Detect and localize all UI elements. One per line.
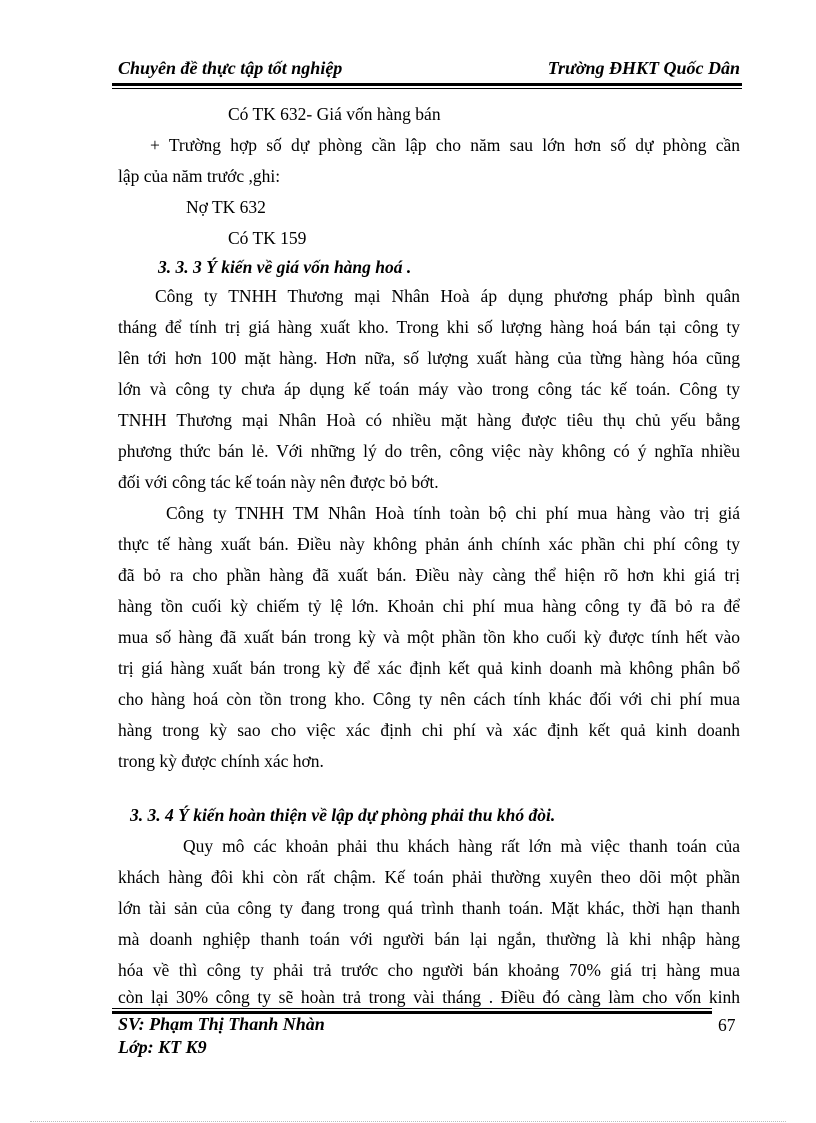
paragraph-line: lớn tài sản của công ty đang trong quá trình thanh toán. Mặt khác, thời hạn thanh (118, 898, 740, 918)
header-thesis-title: Chuyên đề thực tập tốt nghiệp (118, 58, 343, 78)
paragraph-line: lên tới hơn 100 mặt hàng. Hơn nữa, số lượng xuất hàng của từng hàng hóa cũng (118, 348, 740, 368)
paragraph-line: trị giá hàng xuất bán trong kỳ để xác định kết quả kinh doanh mà không phân bổ (118, 658, 740, 678)
paragraph-line: hàng tồn cuối kỳ chiếm tỷ lệ lớn. Khoản chi phí mua hàng công ty đã bỏ ra để (118, 596, 740, 616)
paragraph-line: thực tế hàng xuất bán. Điều này không phản ánh chính xác phần chi phí công ty (118, 534, 740, 554)
section-heading: 3. 3. 3 Ý kiến về giá vốn hàng hoá . (158, 257, 412, 277)
paragraph-line: Công ty TNHH Thương mại Nhân Hoà áp dụng phương pháp bình quân (155, 286, 740, 306)
body-line: Có TK 159 (228, 228, 307, 248)
page-header (118, 57, 740, 85)
footer-student-name: SV: Phạm Thị Thanh Nhàn (118, 1014, 325, 1034)
paragraph-line: hóa về thì công ty phải trả trước cho người bán khoảng 70% giá trị hàng mua (118, 960, 740, 980)
body-line: Nợ TK 632 (186, 197, 266, 217)
paragraph-line: TNHH Thương mại Nhân Hoà có nhiều mặt hàng được tiêu thụ chủ yếu bằng (118, 410, 740, 430)
footer-class: Lớp: KT K9 (118, 1037, 207, 1057)
body-line: + Trường hợp số dự phòng cần lập cho năm sau lớn hơn số dự phòng cần (150, 135, 740, 155)
paragraph-line: Quy mô các khoản phải thu khách hàng rất lớn mà việc thanh toán của (183, 836, 740, 856)
paragraph-line: trong kỳ được chính xác hơn. (118, 751, 324, 771)
body-line: lập của năm trước ,ghi: (118, 166, 281, 186)
paragraph-line: Công ty TNHH TM Nhân Hoà tính toàn bộ chi phí mua hàng vào trị giá (166, 503, 740, 523)
header-university: Trường ĐHKT Quốc Dân (547, 58, 740, 78)
footer-rule-thin (112, 1008, 712, 1009)
paragraph-line: mà doanh nghiệp thanh toán với người bán lại ngắn, thường là khi nhập hàng (118, 929, 740, 949)
paragraph-line: hàng trong kỳ sao cho việc xác định chi phí và xác định kết quả kinh doanh (118, 720, 740, 740)
body-line: Có TK 632- Giá vốn hàng bán (228, 104, 441, 124)
paragraph-line: cho hàng hoá còn tồn trong kho. Công ty nên cách tính khác đối với chi phí mua (118, 689, 740, 709)
header-rule (112, 83, 742, 86)
section-heading: 3. 3. 4 Ý kiến hoàn thiện về lập dự phòng phải thu khó đòi. (130, 805, 556, 825)
paragraph-line: đối với công tác kế toán này nên được bỏ bớt. (118, 472, 439, 492)
paragraph-line: phương thức bán lẻ. Với những lý do trên, công việc này không có ý nghĩa nhiều (118, 441, 740, 461)
paragraph-line: mua số hàng đã xuất bán trong kỳ và một phần tồn kho cuối kỳ được tính hết vào (118, 627, 740, 647)
paragraph-line: còn lại 30% công ty sẽ hoàn trả trong vài tháng . Điều đó càng làm cho vốn kinh (118, 987, 740, 1007)
page-number: 67 (718, 1015, 736, 1035)
page-bottom-border (30, 1121, 786, 1122)
paragraph-line: khách hàng đôi khi còn rất chậm. Kế toán phải thường xuyên theo dõi một phần (118, 867, 740, 887)
paragraph-line: tháng để tính trị giá hàng xuất kho. Trong khi số lượng hàng hoá bán tại công ty (118, 317, 740, 337)
header-rule-thin (112, 88, 742, 89)
paragraph-line: lớn và công ty chưa áp dụng kế toán máy vào trong công tác kế toán. Công ty (118, 379, 740, 399)
paragraph-line: đã bỏ ra cho phần hàng đã xuất bán. Điều này càng thể hiện rõ hơn khi giá trị (118, 565, 740, 585)
